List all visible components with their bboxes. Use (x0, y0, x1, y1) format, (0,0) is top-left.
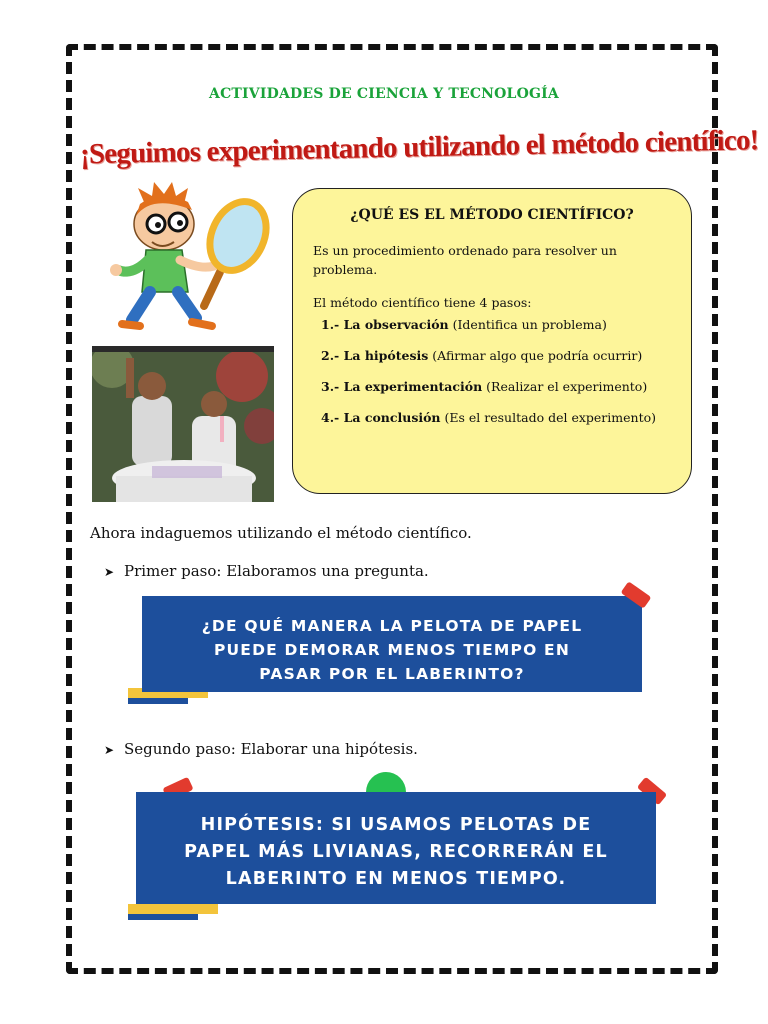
boy-magnifier-illustration (92, 180, 272, 340)
kids-experiment-photo (92, 346, 274, 502)
banner-line: ¿DE QUÉ MANERA LA PELOTA DE PAPEL (201, 617, 583, 635)
clip-icon (366, 772, 406, 792)
info-box-intro: El método científico tiene 4 pasos: (313, 295, 532, 310)
step-item: 3.- La experimentación (Realizar el experimento) (321, 379, 648, 394)
step-item: 4.- La conclusión (Es el resultado del experimento) (321, 410, 656, 425)
scientific-method-info-box (292, 188, 692, 494)
arrow-bullet-icon: ➤ (104, 743, 115, 757)
step-item: 2.- La hipótesis (Afirmar algo que podría ocurrir) (321, 348, 643, 363)
intro-paragraph: Ahora indaguemos utilizando el método científico. (90, 524, 472, 542)
banner-line: PUEDE DEMORAR MENOS TIEMPO EN (213, 641, 571, 659)
bullet-item: ➤ Segundo paso: Elaborar una hipótesis. (104, 740, 418, 758)
banner-line: HIPÓTESIS: SI USAMOS PELOTAS DE (200, 815, 592, 835)
arrow-bullet-icon: ➤ (104, 565, 115, 579)
main-title: ¡Seguimos experimentando utilizando el método científico! (79, 124, 759, 171)
page-header: ACTIVIDADES DE CIENCIA Y TECNOLOGÍA (209, 86, 559, 102)
info-box-definition: Es un procedimiento ordenado para resolver un problema. (313, 243, 617, 277)
banner-line: PASAR POR EL LABERINTO? (259, 665, 525, 683)
question-banner (128, 584, 658, 714)
bullet-item: ➤ Primer paso: Elaboramos una pregunta. (104, 562, 429, 580)
banner-line: PAPEL MÁS LIVIANAS, RECORRERÁN EL (184, 842, 608, 862)
info-box-title: ¿QUÉ ES EL MÉTODO CIENTÍFICO? (350, 207, 634, 223)
step-item: 1.- La observación (Identifica un problema) (321, 317, 607, 332)
hypothesis-banner (128, 772, 668, 922)
banner-line: LABERINTO EN MENOS TIEMPO. (225, 869, 567, 889)
